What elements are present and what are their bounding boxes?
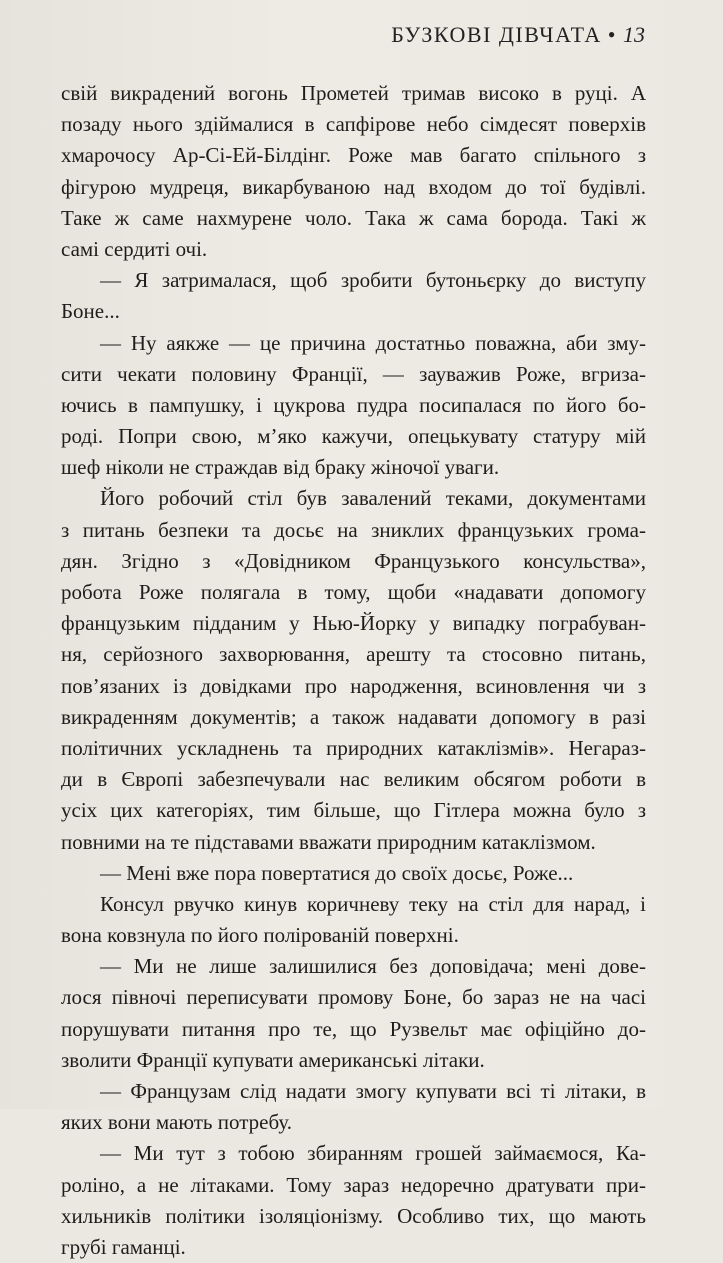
text-line: французьким підданим у Нью-Йорку у випадку пограбуван- — [61, 611, 646, 636]
text-line: самі сердиті очі. — [61, 236, 208, 261]
header-separator: • — [607, 22, 617, 47]
text-line: лося півночі переписувати промову Боне, бо зараз не на часі — [61, 985, 646, 1010]
text-line: яких вони мають потребу. — [61, 1110, 292, 1135]
text-line: — Я затрималася, щоб зробити бутоньєрку до виступу — [100, 268, 646, 293]
text-line: ди в Європі забезпечували нас великим обсягом роботи в — [61, 767, 646, 792]
text-line: ня, серйозного захворювання, арешту та стосовно питань, — [61, 642, 646, 667]
text-line: хмарочосу Ар-Сі-Ей-Білдінг. Роже мав багато спільного з — [61, 143, 646, 168]
text-line: викраденням документів; а також надавати допомогу в разі — [61, 704, 646, 729]
text-line: усіх цих категоріях, тим більше, що Гітлера можна було з — [61, 798, 646, 823]
text-line: порушувати питання про те, що Рузвельт має офіційно до- — [61, 1016, 646, 1041]
text-line: фігурою мудреця, викарбуваною над входом до тої будівлі. — [61, 174, 646, 199]
text-line: ючись в пампушку, і цукрова пудра посипалася по його бо- — [61, 392, 646, 417]
text-line: — Французам слід надати змогу купувати всі ті літаки, в — [100, 1079, 646, 1103]
text-line: свій викрадений вогонь Прометей тримав високо в руці. А — [61, 81, 646, 105]
body-text — [61, 78, 646, 1263]
text-line: з питань безпеки та досьє на зниклих французьких грома- — [61, 517, 646, 542]
text-line: повними на те підставами вважати природним катаклізмом. — [61, 829, 596, 854]
text-line: політичних ускладнень та природних катаклізмів». Негараз- — [61, 735, 646, 760]
text-line: хильників політики ізоляціонізму. Особливо тих, що мають — [61, 1203, 646, 1228]
page-number: 13 — [623, 22, 645, 47]
text-line: Таке ж саме нахмурене чоло. Така ж сама борода. Такі ж — [61, 205, 646, 230]
text-line: — Ми тут з тобою збиранням грошей займаємося, Ка- — [100, 1141, 646, 1166]
text-line: роліно, а не літаками. Тому зараз недоречно дратувати при- — [61, 1172, 646, 1197]
text-line: роді. Попри свою, м’яко кажучи, опецькувату статуру мій — [61, 424, 646, 449]
text-line: вона ковзнула по його полірованій поверхні. — [61, 923, 459, 948]
text-line: пов’язаних із довідками про народження, всиновлення чи з — [61, 673, 646, 698]
text-line: — Ми не лише залишилися без доповідача; мені дове- — [100, 954, 646, 979]
text-line: грубі гаманці. — [61, 1234, 186, 1259]
text-line: Консул рвучко кинув коричневу теку на стіл для нарад, і — [100, 891, 646, 916]
text-line: позаду нього здіймалися в сапфірове небо сімдесят поверхів — [61, 112, 646, 137]
text-line: дян. Згідно з «Довідником Французького консульства», — [61, 548, 646, 573]
text-line: зволити Франції купувати американські літаки. — [61, 1047, 485, 1072]
text-line: — Ну аякже — це причина достатньо поважна, аби зму- — [100, 330, 646, 355]
text-line: робота Роже полягала в тому, щоби «надавати допомогу — [61, 580, 646, 604]
book-title: БУЗКОВІ ДІВЧАТА — [391, 22, 602, 47]
running-header — [391, 22, 645, 48]
text-line: — Мені вже пора повертатися до своїх досьє, Роже... — [100, 860, 574, 885]
text-line: сити чекати половину Франції, — зауважив Роже, вгриза- — [61, 361, 646, 386]
text-line: Боне... — [61, 299, 120, 324]
text-line: шеф ніколи не страждав від браку жіночої уваги. — [61, 455, 500, 480]
text-line: Його робочий стіл був завалений теками, документами — [100, 486, 646, 511]
